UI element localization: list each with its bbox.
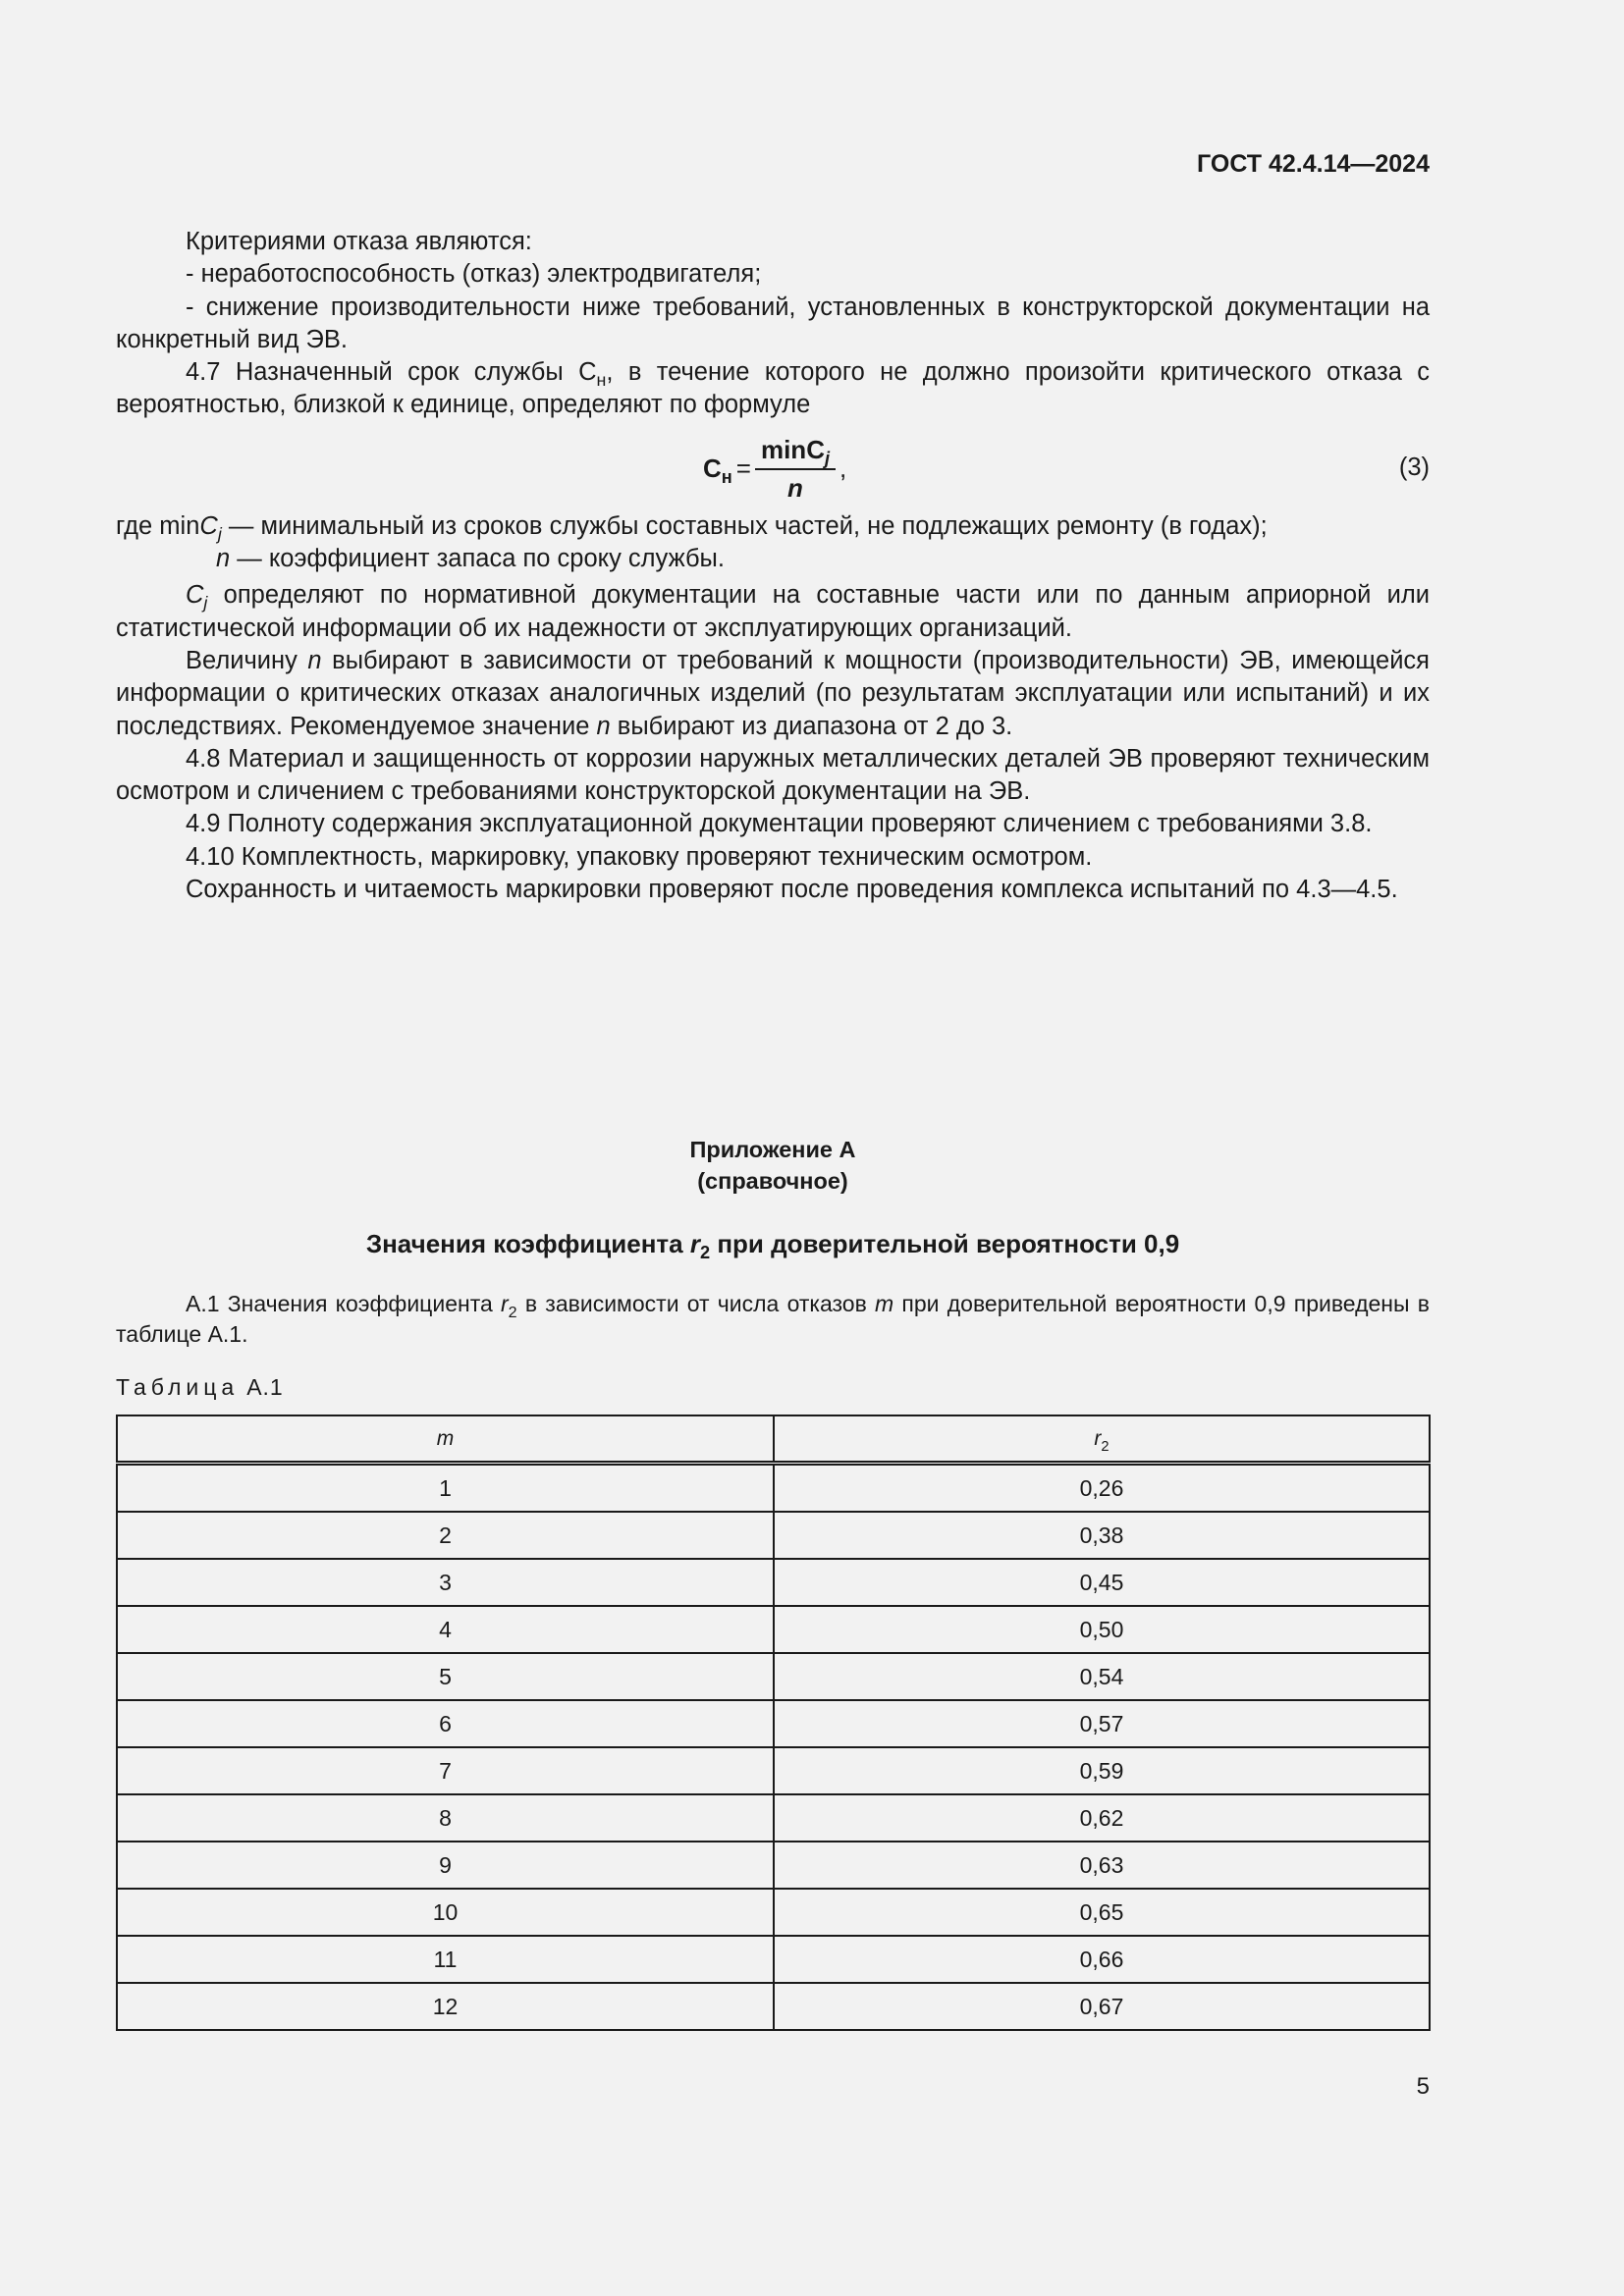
- table-row: [117, 1936, 1430, 1983]
- criteria-item: - неработоспособность (отказ) электродвигателя;: [186, 260, 762, 289]
- cell-m: 4: [117, 1606, 774, 1653]
- table-a1: [116, 1415, 1431, 2031]
- cell-r2: 0,63: [774, 1842, 1430, 1889]
- cell-m: 6: [117, 1700, 774, 1747]
- table-row: [117, 1747, 1430, 1794]
- cell-m: 1: [117, 1464, 774, 1513]
- cell-r2: 0,59: [774, 1747, 1430, 1794]
- paragraph-4-10: 4.10 Комплектность, маркировку, упаковку проверяют техническим осмотром.: [186, 842, 1093, 871]
- criteria-intro: Критериями отказа являются:: [186, 228, 532, 255]
- cell-r2: 0,50: [774, 1606, 1430, 1653]
- header-m: m: [117, 1415, 774, 1464]
- table-row: [117, 1559, 1430, 1606]
- paragraph-cj: $C_j$ определяют по нормативной документации на составные части или по данным априорной или статистической информации об их надежности от эксплуатирующих организаций.: [116, 581, 1430, 642]
- criteria-item: - снижение производительности ниже требований, установленных в конструкторской документации на конкретный вид ЭВ.: [116, 293, 1430, 353]
- page-number: 5: [1416, 2073, 1430, 2100]
- document-id: ГОСТ 42.4.14—2024: [1197, 150, 1430, 178]
- cell-r2: 0,38: [774, 1512, 1430, 1559]
- paragraph-n: Величину n выбирают в зависимости от требований к мощности (производительности) ЭВ, имеющейся информации о критических отказах аналогичных изделий (по результатам эксплуатации или испытаний) и их последствиях. Рекомендуемое значение n выбирают из диапазона от 2 до 3.: [116, 646, 1430, 740]
- cell-m: 3: [117, 1559, 774, 1606]
- cell-m: 12: [117, 1983, 774, 2030]
- header-r2: $r_2$: [774, 1415, 1430, 1464]
- paragraph-4-9: 4.9 Полноту содержания эксплуатационной документации проверяют сличением с требованиями 3.8.: [186, 810, 1373, 838]
- cell-m: 5: [117, 1653, 774, 1700]
- appendix-heading: [116, 1134, 1430, 1197]
- cell-m: 9: [117, 1842, 774, 1889]
- formula-comma: ,: [839, 454, 847, 484]
- cell-r2: 0,62: [774, 1794, 1430, 1842]
- appendix-label: Приложение А: [689, 1137, 856, 1162]
- cell-r2: 0,45: [774, 1559, 1430, 1606]
- cell-r2: 0,54: [774, 1653, 1430, 1700]
- table-caption: Таблица А.1: [116, 1374, 284, 1400]
- formula-lhs: $С_н$: [703, 454, 732, 488]
- table-row: [117, 1512, 1430, 1559]
- table-row: [117, 1653, 1430, 1700]
- formula-number: (3): [1398, 453, 1430, 481]
- formula-fraction: [755, 434, 836, 506]
- cell-m: 7: [117, 1747, 774, 1794]
- cell-r2: 0,65: [774, 1889, 1430, 1936]
- appendix-title: Значения коэффициента $r_2$ при доверительной вероятности 0,9: [365, 1229, 1180, 1262]
- paragraph-a1: А.1 Значения коэффициента $r_2$ в зависимости от числа отказов m при доверительной вероятности 0,9 приведены в таблице А.1.: [116, 1291, 1430, 1347]
- table-row: [117, 1700, 1430, 1747]
- paragraph-4-7: 4.7 Назначенный срок службы $С_н$, в течение которого не должно произойти критического отказа с вероятностью, близкой к единице, определяют по формуле: [116, 358, 1431, 419]
- table-row: [117, 1842, 1430, 1889]
- where-line-1: где minC$_j$ — минимальный из сроков службы составных частей, не подлежащих ремонту (в годах);: [116, 511, 1268, 544]
- formula-denominator: n: [787, 473, 803, 504]
- cell-m: 10: [117, 1889, 774, 1936]
- cell-m: 11: [117, 1936, 774, 1983]
- cell-m: 2: [117, 1512, 774, 1559]
- main-text: [116, 226, 1430, 906]
- cell-r2: 0,26: [774, 1464, 1430, 1513]
- formula-numerator: minC$_j$: [755, 434, 836, 470]
- formula-3: [116, 424, 1430, 510]
- paragraph-4-8: 4.8 Материал и защищенность от коррозии наружных металлических деталей ЭВ проверяют техническим осмотром и сличением с требованиями конструкторской документации на ЭВ.: [116, 744, 1430, 806]
- cell-m: 8: [117, 1794, 774, 1842]
- cell-r2: 0,57: [774, 1700, 1430, 1747]
- where-line-2: n — коэффициент запаса по сроку службы.: [216, 545, 725, 573]
- table-row: [117, 1889, 1430, 1936]
- table-row: [117, 1983, 1430, 2030]
- table-row: [117, 1606, 1430, 1653]
- cell-r2: 0,66: [774, 1936, 1430, 1983]
- cell-r2: 0,67: [774, 1983, 1430, 2030]
- table-row: [117, 1464, 1430, 1513]
- appendix-kind: (справочное): [697, 1168, 848, 1194]
- table-header-row: [117, 1415, 1430, 1464]
- formula-equals: =: [735, 454, 751, 484]
- formula-expression: [703, 434, 846, 506]
- table-row: [117, 1794, 1430, 1842]
- paragraph-marking: Сохранность и читаемость маркировки проверяют после проведения комплекса испытаний по 4.3—4.5.: [186, 876, 1398, 904]
